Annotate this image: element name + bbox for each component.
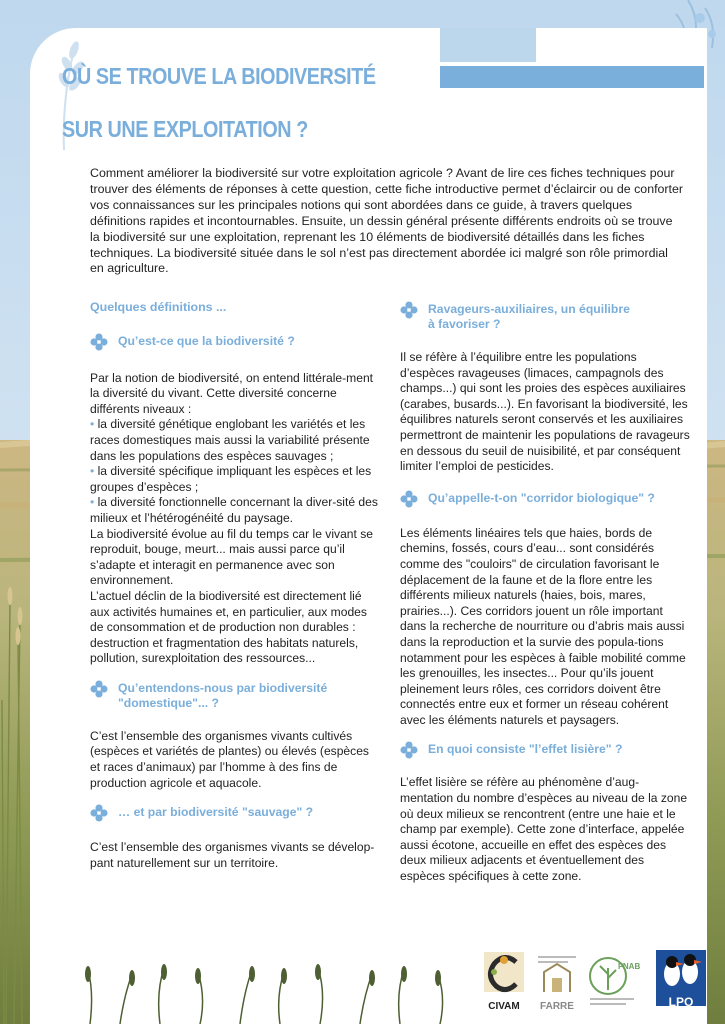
paragraph: C’est l’ensemble des organismes vivants se dévelop-pant naturellement sur un territoire. — [90, 840, 375, 870]
page-title-line2: SUR UNE EXPLOITATION ? — [62, 116, 308, 142]
bullet-mark: • — [90, 417, 95, 432]
farre-label: FARRE — [540, 1001, 574, 1012]
clover-icon — [90, 333, 108, 351]
paragraph: C’est l’ensemble des organismes vivants cultivés (espèces et variétés de plantes) ou élevés (espèces et races d’animaux) par l’homme à des fins de production agricole et aquacole. — [90, 728, 369, 790]
partner-logos — [470, 946, 710, 1018]
bullet-item: • la diversité spécifique impliquant les espèces et les groupes d’espèces ; — [90, 464, 372, 494]
heading-edge-effect — [400, 742, 690, 759]
fnab-logo — [586, 950, 640, 1013]
civam-icon — [482, 950, 526, 996]
right-column — [400, 302, 690, 885]
intro-paragraph: Comment améliorer la biodiversité sur votre exploitation agricole ? Avant de lire ces fiches techniques pour trouver des éléments de réponses à cette question, cette fiche introductive permet d’éclaircir ou de conforter vos connaissances sur les principales notions qui sont abordées dans ce guide, à travers quelques définitions rapides et incontournables. Ensuite, un dessin général présente différents endroits où se trouve la biodiversité sur une exploitation, reprenant les 10 éléments de biodiversité détaillés dans les fiches techniques. La biodiversité située dans le sol n’est pas directement abordée ici malgré son rôle primordial en agriculture. — [90, 166, 684, 276]
page-title-line1: OÙ SE TROUVE LA BIODIVERSITÉ — [62, 63, 376, 89]
lpo-label: LPO — [668, 995, 694, 1009]
section-title: Quelques définitions ... — [90, 300, 227, 314]
fnab-icon — [586, 950, 640, 1008]
heading-text: "domestique"... ? — [118, 695, 219, 710]
civam-label: CIVAM — [488, 1001, 520, 1012]
heading-text: à favoriser ? — [428, 317, 501, 331]
bullet-item: • la diversité fonctionnelle concernant la diver-sité des milieux et l’hétérogénéité du paysage. — [90, 495, 378, 525]
paragraph: L’effet lisière se réfère au phénomène d’aug-mentation du nombre d’espèces au niveau de la zone où deux milieux se rencontrent (entre une haie et le champ par exemple). Cette zone d’interface, appelée aussi écotone, accueille en effet des espèces des deux milieux adjacents et éventuellement des espèces spécifiques à cette zone. — [400, 775, 688, 884]
bullet-item: • la diversité génétique englobant les variétés et les races domestiques mais aussi la variabilité présente dans les populations des espèces sauvages ; — [90, 417, 370, 463]
left-column — [90, 300, 380, 871]
heading-biodiversity — [90, 334, 380, 351]
paragraph: Par la notion de biodiversité, on entend littérale-ment la diversité du vivant. Cette diversité concerne différents niveaux : — [90, 370, 374, 416]
heading-text: … et par biodiversité "sauvage" ? — [118, 805, 314, 820]
clover-icon — [90, 680, 108, 698]
heading-text: Ravageurs-auxiliaires, un équilibre — [428, 302, 630, 316]
heading-pests — [400, 302, 690, 332]
farre-icon — [534, 950, 580, 996]
clover-icon — [400, 741, 418, 759]
heading-text: Qu’entendons-nous par biodiversité — [118, 680, 328, 695]
grass-decoration — [80, 962, 460, 1024]
farre-logo — [534, 950, 580, 1012]
fnab-label: FNAB — [618, 962, 641, 971]
paragraph: Il se réfère à l’équilibre entre les populations d’espèces ravageuses (limaces, campagnols des champs...) qui sont les proies des espèces auxiliaires (carabes, busards...). En favorisant la biodiversité, les équilibres naturels seront conservés et les auxiliaires permettront de maintenir les populations de ravageurs en dessous du seuil de nuisibilité, et par conséquent limiter l’emploi de pesticides. — [400, 350, 690, 474]
paragraph: La biodiversité évolue au fil du temps car le vivant se reproduit, bouge, meurt... mais aussi parce qu’il s’adapte et interagit en permanence avec son environnement. — [90, 526, 374, 588]
heading-text: En quoi consiste "l’effet lisière" ? — [428, 742, 623, 757]
panel-tab — [440, 28, 536, 62]
clover-icon — [400, 490, 418, 508]
civam-logo — [482, 950, 526, 1012]
heading-text: Qu’appelle-t-on "corridor biologique" ? — [428, 490, 655, 505]
paragraph: Les éléments linéaires tels que haies, bords de chemins, fossés, cours d’eau... sont considérés comme des "couloirs" de circulation favorisant le déplacement de la faune et de la flore entre les différents milieux naturels (haies, bois, mares, prairies...). Ces corridors jouent un rôle important dans la recherche de nourriture ou d’abris mais aussi dans la reproduction et la survie des popula-tions notamment pour les espèces à faible mobilité comme les grenouilles, les insectes... Pour qu’ils jouent pleinement leurs rôles, ces corridors doivent être connectés entre eux et former un réseau cohérent avec les éléments naturels et paysagers. — [400, 525, 686, 727]
bullet-mark: • — [90, 495, 95, 510]
bullet-mark: • — [90, 464, 95, 479]
heading-text: Qu’est-ce que la biodiversité ? — [118, 333, 295, 348]
clover-icon — [90, 804, 108, 822]
title-bar — [440, 66, 704, 88]
clover-icon — [400, 301, 418, 319]
puffin-icon — [656, 950, 706, 990]
paragraph: L’actuel déclin de la biodiversité est directement lié aux activités humaines et, en particulier, aux modes de consommation et de production non durables : destruction et fragmentation des habitats naturels, pollution, surexploitation des ressources... — [90, 588, 367, 666]
heading-domestic — [90, 681, 380, 711]
lpo-logo — [656, 950, 706, 1009]
heading-wild — [90, 805, 380, 822]
heading-corridor — [400, 491, 690, 508]
